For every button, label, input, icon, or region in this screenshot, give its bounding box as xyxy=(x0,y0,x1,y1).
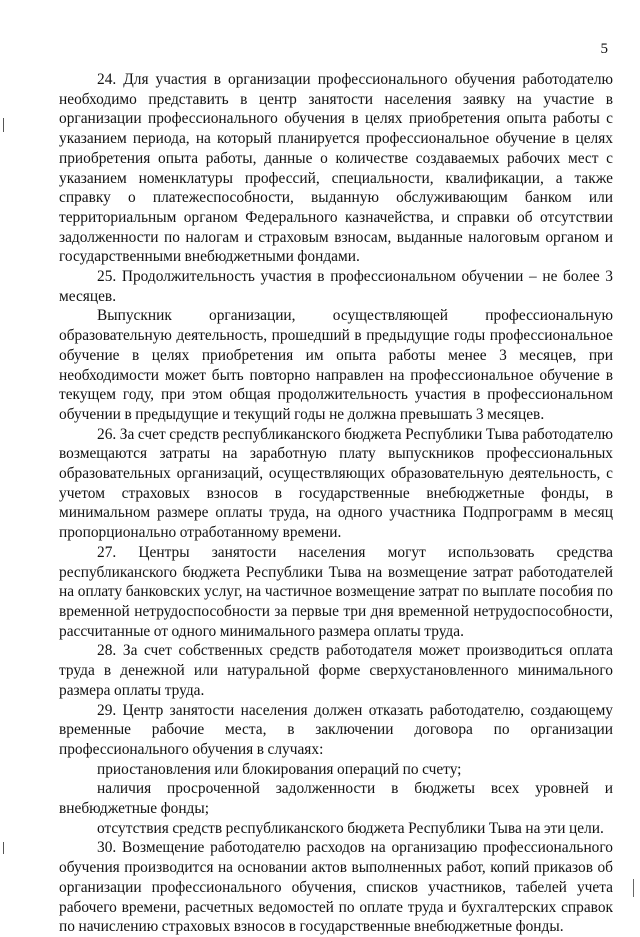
refusal-case-suspension: приостановления или блокирования операций по счету; xyxy=(97,760,462,778)
page-number: 5 xyxy=(600,41,608,57)
document-body xyxy=(59,70,613,937)
paragraph-25: 25. Продолжительность участия в профессиональном обучении – не более 3 месяцев. xyxy=(59,268,613,305)
refusal-case-debt: наличия просроченной задолженности в бюджеты всех уровней и внебюджетные фонды; xyxy=(59,780,613,818)
paragraph-28: 28. За счет собственных средств работодателя может производиться оплата труда в денежной или натуральной форме сверхустановленного минимального размера оплаты труда. xyxy=(59,642,613,699)
scan-edge-mark xyxy=(633,879,634,897)
paragraph-27: 27. Центры занятости населения могут использовать средства республиканского бюджета Республики Тыва на возмещение затрат работодателей на оплату банковских услуг, на частичное возмещение затрат по выплате пособия по временной нетрудоспособности за первые три дня временной нетрудоспособности, рассчитанные от одного минимального размера оплаты труда. xyxy=(59,543,613,640)
paragraph-30: 30. Возмещение работодателю расходов на организацию профессионального обучения производится на основании актов выполненных работ, копий приказов об организации профессионального обучения, списков участников, табелей учета рабочего времени, расчетных ведомостей по оплате труда и бухгалтерских справок по начислению страховых взносов в государственные внебюджетные фонды. xyxy=(59,839,613,936)
paragraph-graduate: Выпускник организации, осуществляющей профессиональную образовательную деятельность, прошедший в предыдущие годы профессиональное обучение в целях приобретения им опыта работы менее 3 месяцев, при необходимости может быть повторно направлен на профессиональное обучение в текущем году, при этом общая продолжительность участия в профессиональном обучении в предыдущие и текущий годы не должна превышать 3 месяцев. xyxy=(59,307,613,423)
paragraph-24: 24. Для участия в организации профессионального обучения работодателю необходимо представить в центр занятости населения заявку на участие в организации профессионального обучения в целях приобретения опыта работы с указанием периода, на который планируется профессиональное обучение в целях приобретения опыта работы, данные о количестве создаваемых рабочих мест с указанием номенклатуры профессий, специальности, квалификации, а также справку о платежеспособности, выданную обслуживающим банком или территориальным органом Федерального казначейства, и справки об отсутствии задолженности по налогам и страховым взносам, выданные налоговым органом и государственными внебюджетными фондами. xyxy=(59,71,613,266)
paragraph-29: 29. Центр занятости населения должен отказать работодателю, создающему временные рабочие места, в заключении договора по организации профессионального обучения в случаях: xyxy=(59,701,613,758)
scan-edge-mark xyxy=(3,118,4,132)
refusal-case-no-funds: отсутствия средств республиканского бюджета Республики Тыва на эти цели. xyxy=(97,819,604,837)
scan-edge-mark xyxy=(3,842,4,854)
paragraph-26: 26. За счет средств республиканского бюджета Республики Тыва работодателю возмещаются затраты на заработную плату выпускников профессиональных образовательных организаций, осуществляющих образовательную деятельность, с учетом страховых взносов в государственные внебюджетные фонды, в минимальном размере оплаты труда, на одного участника Подпрограмм в месяц пропорционально отработанному времени. xyxy=(59,425,613,542)
